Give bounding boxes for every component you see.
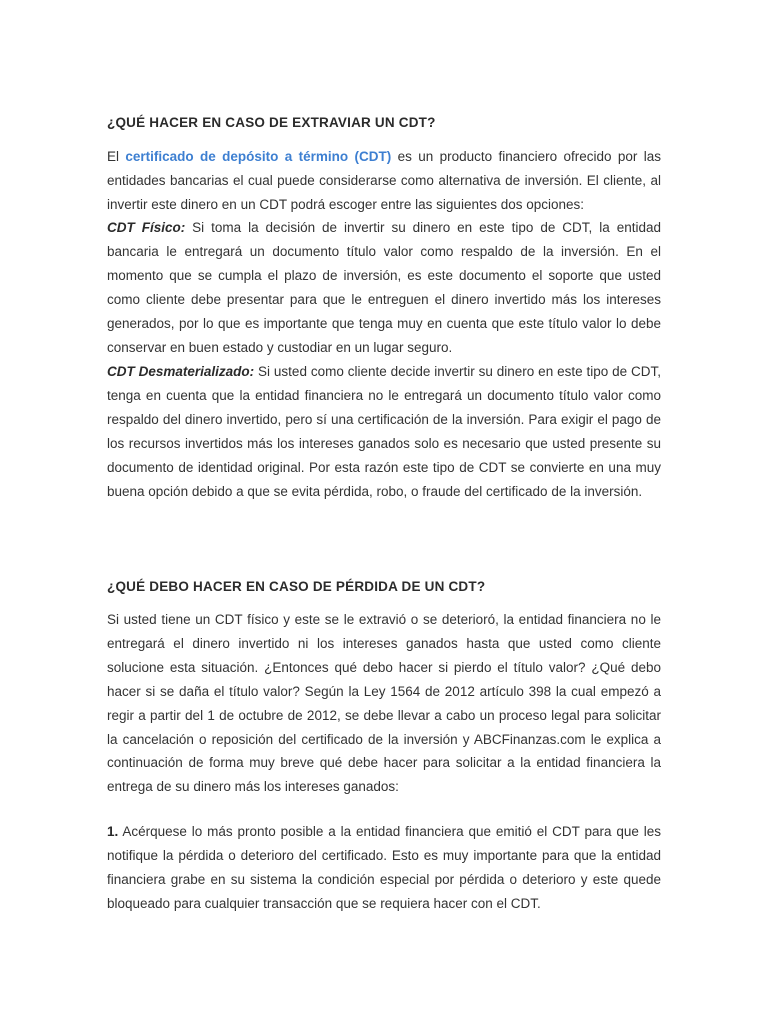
section-heading-perdida: ¿QUÉ DEBO HACER EN CASO DE PÉRDIDA DE UN CDT? [107, 579, 486, 594]
step-1-number: 1. [107, 824, 119, 839]
section-heading-extraviar: ¿QUÉ HACER EN CASO DE EXTRAVIAR UN CDT? [107, 115, 436, 130]
cdt-desmaterializado-label: CDT Desmaterializado: [107, 364, 255, 379]
step-1-paragraph [107, 820, 661, 916]
cdt-definition-link[interactable]: certificado de depósito a término (CDT) [125, 149, 392, 164]
step-1-text: Acérquese lo más pronto posible a la entidad financiera que emitió el CDT para que les notifique la pérdida o deterioro del certificado. Esto es muy importante para que la entidad financiera grabe en su sistema la condición especial por pérdida o deterioro y este quede bloqueado para cualquier transacción que se requiera hacer con el CDT. [107, 824, 661, 911]
cdt-desmaterializado-paragraph [107, 360, 661, 503]
intro-prefix: El [107, 149, 126, 164]
cdt-fisico-label: CDT Físico: [107, 220, 186, 235]
intro-paragraph [107, 145, 661, 217]
perdida-intro-paragraph: Si usted tiene un CDT físico y este se le extravió o se deterioró, la entidad financiera no le entregará el dinero invertido ni los intereses ganados hasta que usted como cliente solucione esta situación. ¿Entonces qué debo hacer si pierdo el título valor? ¿Qué debo hacer si se daña el título valor? Según la Ley 1564 de 2012 artículo 398 la cual empezó a regir a partir del 1 de octubre de 2012, se debe llevar a cabo un proceso legal para solicitar la cancelación o reposición del certificado de la inversión y ABCFinanzas.com le explica a continuación de forma muy breve qué debe hacer para solicitar a la entidad financiera la entrega de su dinero más los intereses ganados: [107, 612, 661, 795]
cdt-fisico-paragraph [107, 216, 661, 359]
cdt-desmaterializado-text: Si usted como cliente decide invertir su dinero en este tipo de CDT, tenga en cuenta que la entidad financiera no le entregará un documento título valor como respaldo del dinero invertido, pero sí una certificación de la inversión. Para exigir el pago de los recursos invertidos más los intereses ganados solo es necesario que usted presente su documento de identidad original. Por esta razón este tipo de CDT se convierte en una muy buena opción debido a que se evita pérdida, robo, o fraude del certificado de la inversión. [107, 364, 661, 499]
intro-suffix: es un producto financiero ofrecido por las entidades bancarias el cual puede considerarse como alternativa de inversión. El cliente, al invertir este dinero en un CDT podrá escoger entre las siguientes dos opciones: [107, 149, 661, 212]
cdt-fisico-text: Si toma la decisión de invertir su dinero en este tipo de CDT, la entidad bancaria le entregará un documento título valor como respaldo de la inversión. En el momento que se cumpla el plazo de inversión, es este documento el soporte que usted como cliente debe presentar para que le entreguen el dinero invertido más los intereses generados, por lo que es importante que tenga muy en cuenta que este título valor lo debe conservar en buen estado y custodiar en un lugar seguro. [107, 220, 661, 355]
